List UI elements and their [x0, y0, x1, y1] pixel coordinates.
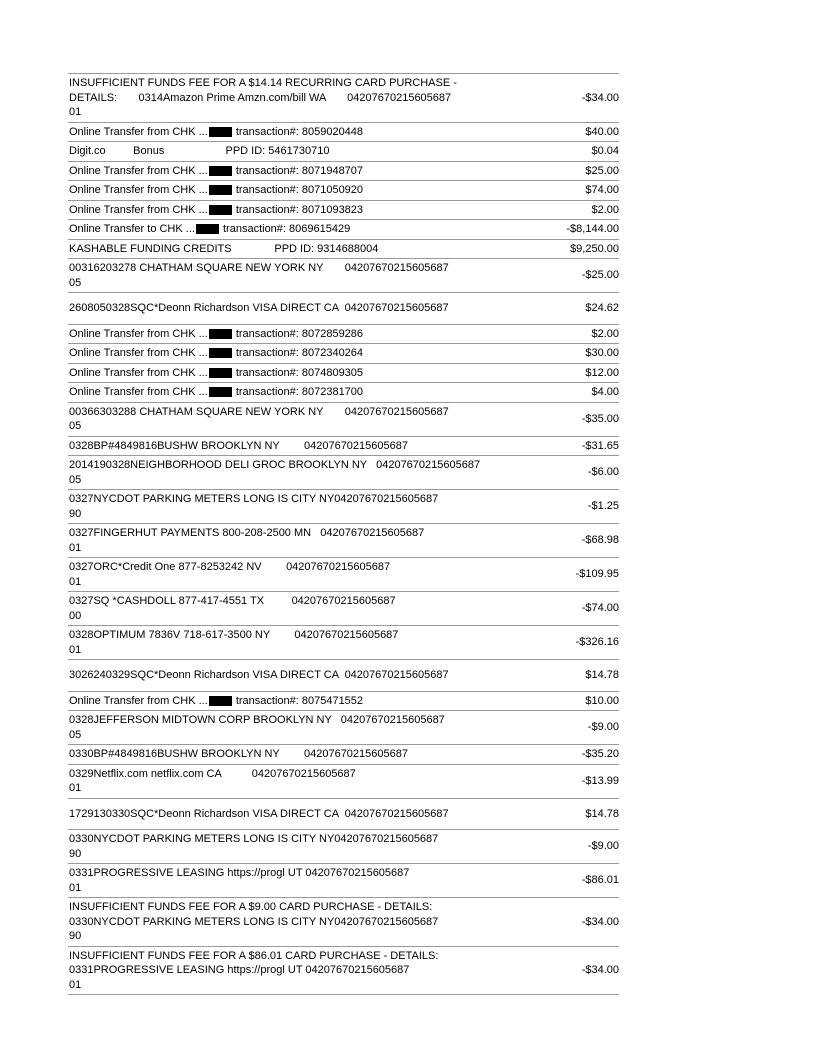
- description-prefix: Online Transfer from CHK ...: [69, 184, 208, 196]
- transaction-row: [68, 259, 619, 293]
- transaction-amount: -$326.16: [575, 636, 619, 649]
- description-prefix: Online Transfer from CHK ...: [69, 164, 208, 177]
- redaction-box: [209, 387, 232, 397]
- transaction-description-line: 90: [69, 507, 82, 520]
- transaction-description: [69, 767, 524, 796]
- transaction-description: [69, 807, 524, 822]
- transaction-amount: $40.00: [585, 125, 619, 138]
- redaction-box: [209, 205, 232, 215]
- transaction-description-line: 00366303288 CHATHAM SQUARE NEW YORK NY 04207670215605687: [69, 405, 449, 418]
- transaction-description-line: 0329Netflix.com netflix.com CA 04207670215605687: [69, 767, 356, 780]
- transaction-description: [69, 526, 524, 555]
- transaction-amount: $74.00: [585, 184, 619, 196]
- transaction-description-line: [69, 385, 524, 400]
- transaction-description-line: 0327ORC*Credit One 877-8253242 NV 04207670215605687: [69, 561, 391, 573]
- transaction-description: [69, 183, 524, 198]
- transaction-row: [68, 490, 619, 524]
- transaction-table: [68, 73, 619, 995]
- transaction-amount: $24.62: [585, 302, 619, 314]
- transaction-description-line: 05: [69, 728, 82, 741]
- transaction-row: [68, 364, 619, 384]
- transaction-description-line: 0331PROGRESSIVE LEASING https://progl UT 04207670215605687: [69, 964, 410, 976]
- transaction-description-line: 05: [69, 473, 82, 486]
- transaction-row: [68, 799, 619, 831]
- transaction-description: [69, 261, 524, 290]
- transaction-amount: -$8,144.00: [566, 223, 619, 235]
- transaction-amount: -$25.00: [581, 269, 619, 282]
- transaction-amount: $0.04: [591, 145, 619, 157]
- redaction-box: [196, 224, 219, 234]
- transaction-row: [68, 162, 619, 182]
- transaction-amount: $14.78: [585, 807, 619, 820]
- transaction-row: [68, 74, 619, 123]
- transaction-description-line: 01: [69, 106, 82, 118]
- description-suffix: transaction#: 8072859286: [232, 327, 364, 340]
- transaction-description: [69, 385, 524, 400]
- transaction-description: [69, 222, 524, 237]
- transaction-description: [69, 668, 524, 683]
- transaction-description: [69, 866, 524, 895]
- transaction-amount: -$9.00: [587, 840, 619, 853]
- transaction-description-line: [69, 203, 524, 218]
- transaction-description-line: 01: [69, 541, 82, 554]
- transaction-description-line: [69, 346, 524, 361]
- transaction-amount: -$34.00: [581, 915, 619, 928]
- transaction-amount: $30.00: [585, 347, 619, 359]
- transaction-description-line: INSUFFICIENT FUNDS FEE FOR A $14.14 RECURRING CARD PURCHASE -: [69, 77, 457, 89]
- transaction-row: [68, 383, 619, 403]
- transaction-description-line: [69, 366, 524, 381]
- transaction-description: [69, 747, 524, 762]
- transaction-description-line: 3026240329SQC*Deonn Richardson VISA DIRECT CA 04207670215605687: [69, 669, 449, 681]
- transaction-description: [69, 144, 524, 159]
- transaction-amount: $9,250.00: [570, 242, 619, 255]
- transaction-description: [69, 366, 524, 381]
- transaction-description: [69, 203, 524, 218]
- description-prefix: Online Transfer from CHK ...: [69, 203, 208, 216]
- transaction-description: [69, 694, 524, 709]
- description-suffix: transaction#: 8059020448: [232, 125, 364, 138]
- description-prefix: Online Transfer from CHK ...: [69, 347, 208, 359]
- transaction-row: [68, 344, 619, 364]
- description-suffix: transaction#: 8072381700: [232, 386, 364, 398]
- description-suffix: transaction#: 8071050920: [232, 184, 364, 196]
- transaction-amount: -$31.65: [581, 439, 619, 452]
- transaction-row: [68, 524, 619, 558]
- transaction-description-line: [69, 327, 524, 342]
- transaction-amount: -$109.95: [575, 568, 619, 581]
- transaction-description-line: INSUFFICIENT FUNDS FEE FOR A $9.00 CARD PURCHASE - DETAILS:: [69, 901, 433, 913]
- transaction-row: [68, 240, 619, 260]
- transaction-description: [69, 242, 524, 257]
- transaction-row: [68, 403, 619, 437]
- transaction-row: [68, 181, 619, 201]
- transaction-description-line: 0330NYCDOT PARKING METERS LONG IS CITY NY04207670215605687: [69, 915, 439, 928]
- description-prefix: Online Transfer from CHK ...: [69, 125, 208, 138]
- transaction-row: [68, 711, 619, 745]
- transaction-description: [69, 458, 524, 487]
- transaction-description-line: 01: [69, 782, 82, 794]
- transaction-amount: -$9.00: [587, 721, 619, 734]
- description-prefix: Online Transfer from CHK ...: [69, 366, 208, 379]
- transaction-description-line: 01: [69, 643, 82, 656]
- transaction-description-line: Digit.co Bonus PPD ID: 5461730710: [69, 145, 330, 157]
- description-suffix: transaction#: 8072340264: [232, 347, 364, 359]
- transaction-description: [69, 900, 524, 944]
- transaction-description: [69, 628, 524, 657]
- transaction-row: [68, 142, 619, 162]
- transaction-row: [68, 201, 619, 221]
- transaction-row: [68, 660, 619, 692]
- transaction-amount: $25.00: [585, 164, 619, 177]
- transaction-description-line: 2014190328NEIGHBORHOOD DELI GROC BROOKLYN NY 04207670215605687: [69, 459, 481, 471]
- transaction-description: [69, 560, 524, 589]
- transaction-description-line: [69, 125, 524, 140]
- transaction-row: [68, 293, 619, 325]
- transaction-row: [68, 437, 619, 457]
- transaction-row: [68, 325, 619, 345]
- transaction-amount: $12.00: [585, 366, 619, 379]
- transaction-amount: $4.00: [591, 386, 619, 398]
- transaction-amount: -$86.01: [581, 874, 619, 887]
- transaction-row: [68, 947, 619, 996]
- transaction-description-line: 1729130330SQC*Deonn Richardson VISA DIRECT CA 04207670215605687: [69, 807, 449, 820]
- transaction-row: [68, 864, 619, 898]
- transaction-row: [68, 765, 619, 799]
- transaction-description-line: 0330BP#4849816BUSHW BROOKLYN NY 04207670215605687: [69, 748, 408, 760]
- transaction-description: [69, 301, 524, 316]
- transaction-row: [68, 592, 619, 626]
- redaction-box: [209, 329, 232, 339]
- transaction-description-line: 2608050328SQC*Deonn Richardson VISA DIRECT CA 04207670215605687: [69, 302, 449, 314]
- transaction-description-line: 90: [69, 847, 82, 860]
- description-prefix: Online Transfer to CHK ...: [69, 223, 195, 235]
- transaction-description: [69, 492, 524, 521]
- transaction-description-line: 00316203278 CHATHAM SQUARE NEW YORK NY 04207670215605687: [69, 262, 449, 274]
- transaction-amount: -$68.98: [581, 534, 619, 547]
- description-suffix: transaction#: 8075471552: [232, 694, 364, 707]
- transaction-description-line: INSUFFICIENT FUNDS FEE FOR A $86.01 CARD PURCHASE - DETAILS:: [69, 949, 439, 962]
- redaction-box: [209, 185, 232, 195]
- description-prefix: Online Transfer from CHK ...: [69, 694, 208, 707]
- transaction-description: [69, 125, 524, 140]
- transaction-amount: -$34.00: [581, 91, 619, 104]
- redaction-box: [209, 127, 232, 137]
- transaction-amount: $2.00: [591, 327, 619, 340]
- transaction-description-line: 0328BP#4849816BUSHW BROOKLYN NY 04207670215605687: [69, 439, 408, 452]
- transaction-description-line: 0327FINGERHUT PAYMENTS 800-208-2500 MN 04207670215605687: [69, 527, 425, 539]
- transaction-description-line: 05: [69, 276, 82, 289]
- transaction-description: [69, 164, 524, 179]
- transaction-row: [68, 558, 619, 592]
- transaction-description-line: 01: [69, 978, 82, 991]
- transaction-description-line: 0327NYCDOT PARKING METERS LONG IS CITY NY04207670215605687: [69, 493, 439, 505]
- transaction-amount: $10.00: [585, 694, 619, 707]
- transaction-description: [69, 713, 524, 742]
- description-suffix: transaction#: 8071948707: [232, 164, 364, 177]
- transaction-description: [69, 594, 524, 623]
- transaction-description: [69, 346, 524, 361]
- transaction-description-line: 05: [69, 420, 82, 432]
- transaction-description-line: 0328OPTIMUM 7836V 718-617-3500 NY 04207670215605687: [69, 629, 399, 641]
- transaction-amount: -$35.20: [581, 748, 619, 760]
- transaction-description: [69, 949, 524, 993]
- transaction-row: [68, 220, 619, 240]
- transaction-amount: $2.00: [591, 203, 619, 216]
- transaction-amount: -$74.00: [581, 602, 619, 615]
- transaction-description: [69, 832, 524, 861]
- transaction-description-line: KASHABLE FUNDING CREDITS PPD ID: 9314688004: [69, 242, 379, 255]
- description-prefix: Online Transfer from CHK ...: [69, 327, 208, 340]
- transaction-description-line: [69, 222, 524, 237]
- transaction-row: [68, 830, 619, 864]
- description-suffix: transaction#: 8069615429: [219, 223, 351, 235]
- transaction-amount: -$13.99: [581, 774, 619, 787]
- transaction-amount: -$1.25: [587, 500, 619, 513]
- transaction-description-line: 0331PROGRESSIVE LEASING https://progl UT 04207670215605687: [69, 867, 410, 879]
- redaction-box: [209, 696, 232, 706]
- transaction-row: [68, 692, 619, 712]
- transaction-description: [69, 439, 524, 454]
- transaction-row: [68, 123, 619, 143]
- description-suffix: transaction#: 8074809305: [232, 366, 364, 379]
- transaction-description-line: [69, 164, 524, 179]
- transaction-description-line: 90: [69, 930, 82, 942]
- transaction-description-line: [69, 694, 524, 709]
- description-suffix: transaction#: 8071093823: [232, 203, 364, 216]
- transaction-description-line: 0330NYCDOT PARKING METERS LONG IS CITY NY04207670215605687: [69, 833, 439, 845]
- transaction-row: [68, 456, 619, 490]
- transaction-amount: $14.78: [585, 669, 619, 681]
- transaction-amount: -$35.00: [581, 412, 619, 425]
- transaction-description-line: 01: [69, 575, 82, 588]
- transaction-row: [68, 745, 619, 765]
- transaction-description-line: 01: [69, 881, 82, 894]
- description-prefix: Online Transfer from CHK ...: [69, 386, 208, 398]
- transaction-description-line: 00: [69, 609, 82, 622]
- transaction-description: [69, 405, 524, 434]
- transaction-description-line: 0327SQ *CASHDOLL 877-417-4551 TX 04207670215605687: [69, 595, 396, 607]
- transaction-amount: -$34.00: [581, 964, 619, 976]
- transaction-row: [68, 626, 619, 660]
- redaction-box: [209, 166, 232, 176]
- transaction-row: [68, 898, 619, 947]
- transaction-description-line: [69, 183, 524, 198]
- redaction-box: [209, 368, 232, 378]
- transaction-description-line: 0328JEFFERSON MIDTOWN CORP BROOKLYN NY 04207670215605687: [69, 714, 445, 726]
- redaction-box: [209, 348, 232, 358]
- transaction-description: [69, 327, 524, 342]
- transaction-amount: -$6.00: [587, 466, 619, 479]
- transaction-description: [69, 76, 524, 120]
- transaction-description-line: DETAILS: 0314Amazon Prime Amzn.com/bill WA 04207670215605687: [69, 91, 452, 104]
